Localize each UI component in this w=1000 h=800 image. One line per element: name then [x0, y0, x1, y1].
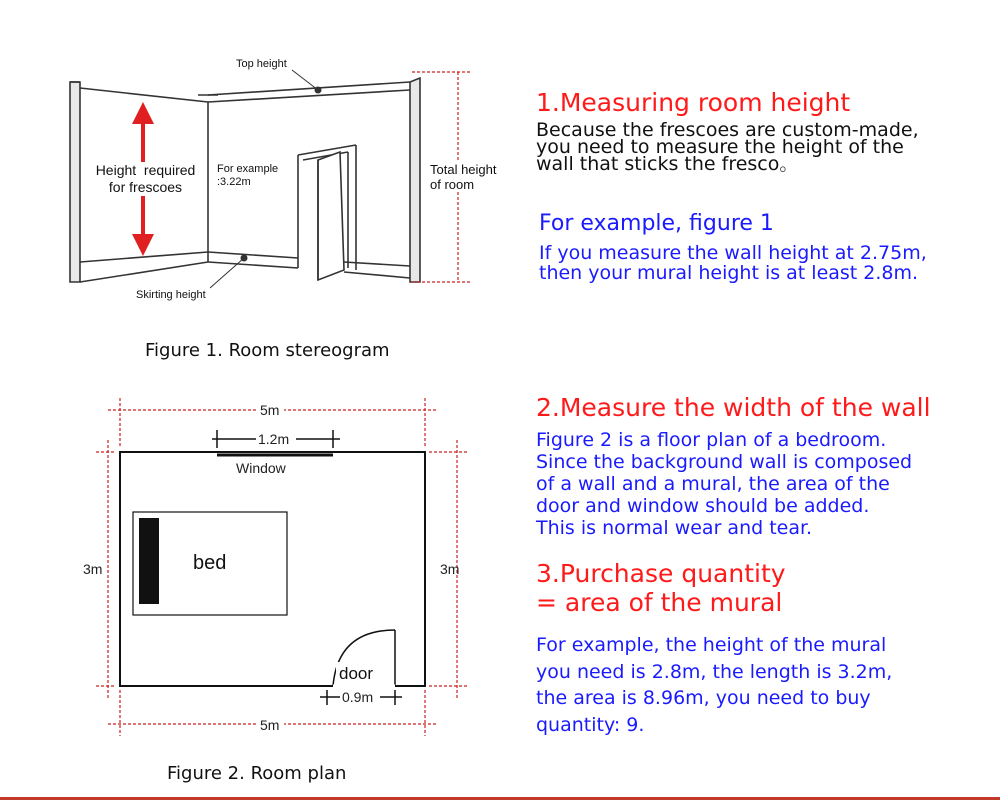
section3-heading-line: = area of the mural [536, 588, 783, 617]
top-dimension-label: 5m [260, 402, 280, 418]
height-required-label: Height required for frescoes [88, 162, 203, 196]
section2-body-line: Since the background wall is composed [536, 451, 913, 473]
section1-body-line: Because the frescoes are custom-made, [536, 119, 919, 141]
left-dimension-label: 3m [83, 561, 103, 577]
section2-body [536, 429, 912, 539]
section1-example-body [539, 243, 927, 283]
figure2-caption: Figure 2. Room plan [167, 763, 347, 784]
section1-body [536, 119, 919, 175]
total-height-label: Total height of room [430, 162, 497, 192]
bottom-dimension-label: 5m [260, 717, 280, 733]
example-height-label: For example :3.22m [217, 163, 279, 188]
section1-heading: 1.Measuring room height [536, 88, 851, 117]
section3-body-line: the area is 8.96m, you need to buy [536, 687, 871, 709]
skirting-height-label: Skirting height [136, 289, 206, 301]
section3-heading [536, 559, 786, 617]
window-dimension-label: 1.2m [258, 431, 290, 447]
section2-body-line: This is normal wear and tear. [536, 517, 813, 539]
section3-body-line: you need is 2.8m, the length is 3.2m, [536, 660, 893, 683]
section1-body-line: you need to measure the height of the [536, 136, 904, 158]
section3-body-line: For example, the height of the mural [536, 634, 887, 656]
section3-heading-line: 3.Purchase quantity [536, 559, 786, 588]
section2-body-line: Figure 2 is a floor plan of a bedroom. [536, 429, 887, 451]
section1-example-line: then your mural height is at least 2.8m. [539, 262, 919, 284]
section1-example-line: If you measure the wall height at 2.75m, [539, 242, 927, 264]
door-label: door [339, 664, 374, 683]
section1-body-line: wall that sticks the fresco。 [536, 153, 799, 175]
section2-heading: 2.Measure the width of the wall [536, 393, 931, 422]
window-label: Window [236, 460, 286, 476]
section3-body [536, 632, 892, 738]
section3-body-line: quantity: 9. [536, 713, 645, 736]
section2-body-line: door and window should be added. [536, 495, 870, 517]
right-dimension-label: 3m [440, 561, 460, 577]
door-dimension-label: 0.9m [342, 689, 374, 705]
figure1-caption: Figure 1. Room stereogram [145, 340, 390, 361]
room-outline [120, 452, 425, 686]
section1-example-heading: For example, figure 1 [539, 211, 774, 236]
section2-body-line: of a wall and a mural, the area of the [536, 473, 890, 495]
bed-label: bed [193, 552, 227, 574]
top-height-label: Top height [236, 58, 287, 70]
bed-headboard [139, 518, 159, 604]
